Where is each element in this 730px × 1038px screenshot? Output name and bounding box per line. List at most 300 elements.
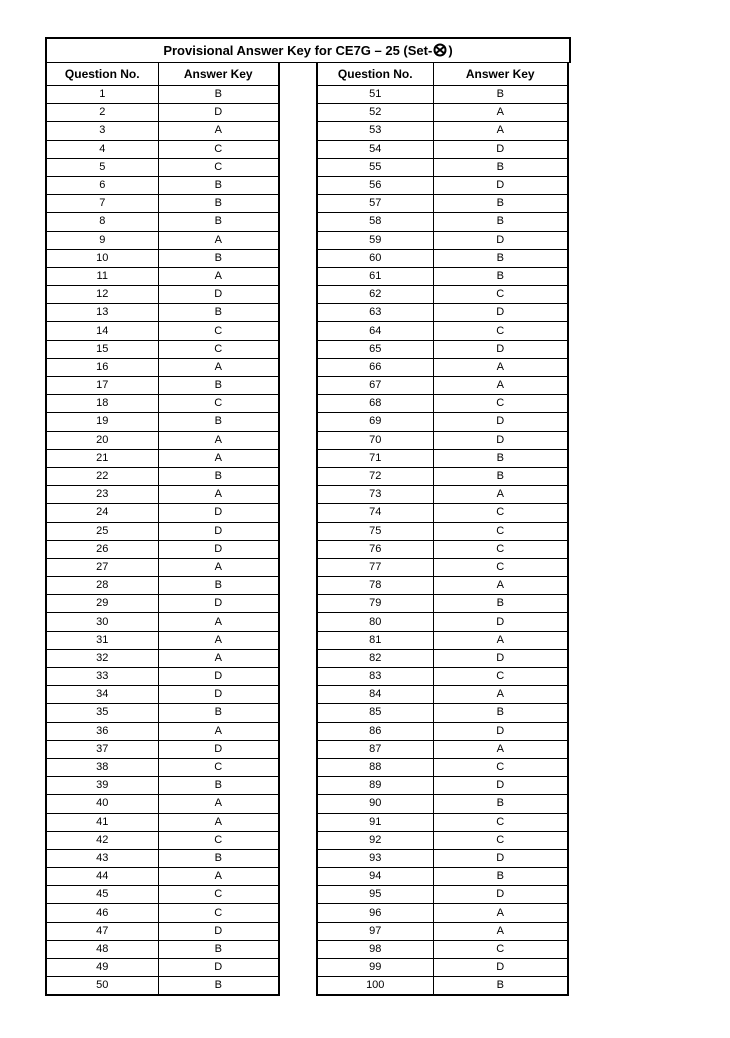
question-number-cell: 8 [46,213,158,231]
question-number-cell: 20 [46,431,158,449]
question-number-cell: 84 [317,686,433,704]
table-row [46,849,279,867]
question-number-cell: 72 [317,467,433,485]
answer-cell: A [433,577,568,595]
question-number-cell: 33 [46,668,158,686]
answer-cell: A [158,358,279,376]
question-number-cell: 100 [317,977,433,996]
question-number-cell: 48 [46,940,158,958]
answer-cell: B [433,977,568,996]
question-number-cell: 15 [46,340,158,358]
answer-cell: C [158,831,279,849]
question-number-cell: 35 [46,704,158,722]
question-number-cell: 76 [317,540,433,558]
question-number-cell: 43 [46,849,158,867]
answer-cell: A [433,486,568,504]
question-number-cell: 60 [317,249,433,267]
table-row [317,904,568,922]
table-row [46,504,279,522]
table-row [46,649,279,667]
table-row [317,740,568,758]
answer-cell: A [158,795,279,813]
answer-table-right [316,62,569,996]
table-row [317,486,568,504]
table-row [46,940,279,958]
answer-cell: D [158,286,279,304]
table-row [317,577,568,595]
table-row [317,395,568,413]
answer-cell: B [158,467,279,485]
question-number-cell: 93 [317,849,433,867]
table-row [46,176,279,194]
table-row [317,704,568,722]
answer-cell: D [433,613,568,631]
question-number-cell: 59 [317,231,433,249]
table-row [46,868,279,886]
question-number-cell: 45 [46,886,158,904]
answer-cell: C [158,158,279,176]
question-number-cell: 77 [317,558,433,576]
question-number-cell: 16 [46,358,158,376]
answer-cell: A [158,649,279,667]
question-number-cell: 6 [46,176,158,194]
table-row [46,740,279,758]
question-number-cell: 37 [46,740,158,758]
question-number-cell: 30 [46,613,158,631]
question-number-cell: 67 [317,377,433,395]
answer-cell: C [433,668,568,686]
table-row [317,813,568,831]
question-number-cell: 23 [46,486,158,504]
question-number-cell: 3 [46,122,158,140]
question-number-cell: 98 [317,940,433,958]
answer-cell: D [158,686,279,704]
question-number-cell: 75 [317,522,433,540]
answer-cell: D [158,959,279,977]
header-answer-key: Answer Key [158,63,279,86]
answer-cell: B [158,577,279,595]
question-number-cell: 65 [317,340,433,358]
table-row [317,158,568,176]
question-number-cell: 63 [317,304,433,322]
table-row [317,340,568,358]
question-number-cell: 10 [46,249,158,267]
answer-cell: C [158,395,279,413]
answer-cell: C [158,886,279,904]
answer-cell: B [433,704,568,722]
table-row [317,358,568,376]
table-row [317,286,568,304]
question-number-cell: 29 [46,595,158,613]
question-number-cell: 39 [46,777,158,795]
question-number-cell: 52 [317,104,433,122]
answer-key-sheet [45,37,569,992]
table-row [46,558,279,576]
answer-cell: B [158,195,279,213]
question-number-cell: 26 [46,540,158,558]
answer-cell: C [433,286,568,304]
table-row [317,849,568,867]
set-symbol-icon [432,41,448,64]
table-row [46,431,279,449]
answer-cell: A [433,104,568,122]
answer-cell: D [158,668,279,686]
table-row [317,868,568,886]
table-row [317,122,568,140]
answer-cell: A [433,904,568,922]
answer-cell: C [433,395,568,413]
question-number-cell: 83 [317,668,433,686]
answer-cell: A [158,722,279,740]
table-row [317,649,568,667]
table-row [317,977,568,996]
answer-cell: B [158,86,279,104]
table-row [46,322,279,340]
question-number-cell: 9 [46,231,158,249]
question-number-cell: 97 [317,922,433,940]
table-row [317,249,568,267]
table-row [317,831,568,849]
answer-cell: A [158,449,279,467]
answer-cell: C [158,140,279,158]
answer-cell: C [158,340,279,358]
table-row [46,340,279,358]
answer-cell: B [433,467,568,485]
table-row [317,195,568,213]
question-number-cell: 1 [46,86,158,104]
answer-cell: A [433,377,568,395]
table-row [46,467,279,485]
question-number-cell: 88 [317,758,433,776]
table-row [46,486,279,504]
table-row [46,595,279,613]
answer-cell: B [433,158,568,176]
question-number-cell: 49 [46,959,158,977]
table-row [317,304,568,322]
header-question-no: Question No. [317,63,433,86]
answer-cell: C [433,831,568,849]
title-prefix: Provisional Answer Key for CE7G – 25 (Set- [163,43,433,58]
answer-cell: D [433,340,568,358]
table-row [46,831,279,849]
question-number-cell: 12 [46,286,158,304]
question-number-cell: 41 [46,813,158,831]
question-number-cell: 21 [46,449,158,467]
answer-cell: A [158,486,279,504]
header-question-no: Question No. [46,63,158,86]
question-number-cell: 69 [317,413,433,431]
answer-cell: B [158,413,279,431]
answer-cell: D [158,595,279,613]
table-row [46,613,279,631]
table-row [317,886,568,904]
table-row [46,195,279,213]
answer-cell: D [433,176,568,194]
table-row [46,922,279,940]
page-title [45,37,571,63]
answer-cell: B [158,377,279,395]
question-number-cell: 54 [317,140,433,158]
question-number-cell: 24 [46,504,158,522]
table-row [46,577,279,595]
table-row [46,267,279,285]
table-row [317,959,568,977]
header-row [317,63,568,86]
table-row [317,522,568,540]
answer-cell: B [433,795,568,813]
answer-cell: B [158,249,279,267]
answer-cell: D [433,413,568,431]
question-number-cell: 38 [46,758,158,776]
question-number-cell: 13 [46,304,158,322]
table-row [317,504,568,522]
question-number-cell: 58 [317,213,433,231]
answer-cell: D [433,849,568,867]
answer-cell: C [433,504,568,522]
table-row [46,540,279,558]
table-row [317,377,568,395]
answer-cell: C [433,558,568,576]
answer-cell: A [158,613,279,631]
answer-cell: B [433,249,568,267]
question-number-cell: 14 [46,322,158,340]
answer-cell: C [158,758,279,776]
question-number-cell: 79 [317,595,433,613]
question-number-cell: 31 [46,631,158,649]
answer-cell: B [158,849,279,867]
table-row [317,668,568,686]
question-number-cell: 96 [317,904,433,922]
table-row [46,449,279,467]
table-row [317,140,568,158]
table-row [317,686,568,704]
question-number-cell: 57 [317,195,433,213]
question-number-cell: 46 [46,904,158,922]
question-number-cell: 28 [46,577,158,595]
answer-cell: C [158,904,279,922]
answer-cell: D [433,777,568,795]
table-row [46,213,279,231]
answer-cell: C [433,758,568,776]
answer-cell: D [433,140,568,158]
answer-table-left [45,62,280,996]
question-number-cell: 56 [317,176,433,194]
question-number-cell: 5 [46,158,158,176]
question-number-cell: 47 [46,922,158,940]
answer-cell: C [433,322,568,340]
answer-cell: C [158,322,279,340]
question-number-cell: 99 [317,959,433,977]
table-row [46,304,279,322]
question-number-cell: 51 [317,86,433,104]
table-row [317,104,568,122]
question-number-cell: 25 [46,522,158,540]
answer-cell: A [158,231,279,249]
table-row [46,86,279,104]
table-row [317,213,568,231]
answer-cell: D [433,431,568,449]
answer-cell: D [433,231,568,249]
question-number-cell: 74 [317,504,433,522]
table-row [46,413,279,431]
answer-cell: B [433,213,568,231]
question-number-cell: 32 [46,649,158,667]
answer-cell: C [433,540,568,558]
question-number-cell: 44 [46,868,158,886]
table-row [46,959,279,977]
question-number-cell: 64 [317,322,433,340]
question-number-cell: 91 [317,813,433,831]
table-row [46,231,279,249]
answer-cell: A [158,631,279,649]
question-number-cell: 90 [317,795,433,813]
question-number-cell: 50 [46,977,158,996]
table-row [317,795,568,813]
table-row [317,777,568,795]
table-row [46,777,279,795]
table-row [46,977,279,996]
answer-cell: D [433,304,568,322]
title-suffix: ) [448,43,453,58]
question-number-cell: 73 [317,486,433,504]
answer-cell: D [158,740,279,758]
answer-cell: D [433,722,568,740]
table-row [317,86,568,104]
table-row [46,722,279,740]
table-row [317,231,568,249]
question-number-cell: 34 [46,686,158,704]
table-row [46,104,279,122]
answer-cell: B [158,940,279,958]
table-row [46,631,279,649]
answer-cell: A [433,631,568,649]
answer-cell: A [158,868,279,886]
answer-cell: A [433,740,568,758]
table-row [317,558,568,576]
answer-cell: A [158,267,279,285]
answer-cell: D [433,649,568,667]
question-number-cell: 82 [317,649,433,667]
question-number-cell: 17 [46,377,158,395]
table-row [46,395,279,413]
answer-cell: B [433,595,568,613]
answer-cell: B [158,176,279,194]
table-row [46,140,279,158]
table-row [317,758,568,776]
table-row [46,758,279,776]
table-row [317,613,568,631]
question-number-cell: 66 [317,358,433,376]
table-row [46,377,279,395]
table-row [46,904,279,922]
answer-cell: B [158,777,279,795]
answer-cell: C [433,522,568,540]
question-number-cell: 80 [317,613,433,631]
table-row [317,595,568,613]
question-number-cell: 68 [317,395,433,413]
table-row [46,686,279,704]
table-row [317,940,568,958]
answer-cell: D [158,522,279,540]
table-row [46,813,279,831]
table-row [46,704,279,722]
answer-cell: A [433,922,568,940]
question-number-cell: 11 [46,267,158,285]
answer-cell: D [158,104,279,122]
answer-cell: B [433,267,568,285]
question-number-cell: 36 [46,722,158,740]
answer-cell: C [433,813,568,831]
table-row [317,631,568,649]
question-number-cell: 27 [46,558,158,576]
answer-cell: A [433,122,568,140]
header-answer-key: Answer Key [433,63,568,86]
question-number-cell: 78 [317,577,433,595]
table-row [317,267,568,285]
question-number-cell: 2 [46,104,158,122]
table-row [317,722,568,740]
table-row [46,522,279,540]
question-number-cell: 92 [317,831,433,849]
table-row [317,922,568,940]
table-row [46,286,279,304]
answer-cell: B [158,977,279,996]
question-number-cell: 94 [317,868,433,886]
table-row [317,413,568,431]
answer-cell: C [433,940,568,958]
question-number-cell: 55 [317,158,433,176]
table-row [317,176,568,194]
table-row [46,795,279,813]
question-number-cell: 62 [317,286,433,304]
table-row [46,886,279,904]
answer-cell: A [158,813,279,831]
answer-cell: B [158,304,279,322]
table-row [317,540,568,558]
question-number-cell: 95 [317,886,433,904]
answer-cell: D [158,922,279,940]
answer-cell: A [158,122,279,140]
answer-cell: A [158,431,279,449]
question-number-cell: 19 [46,413,158,431]
answer-cell: B [158,213,279,231]
table-row [46,249,279,267]
answer-cell: B [433,868,568,886]
table-row [46,122,279,140]
question-number-cell: 71 [317,449,433,467]
answer-cell: B [433,449,568,467]
answer-cell: B [158,704,279,722]
answer-cell: B [433,195,568,213]
question-number-cell: 81 [317,631,433,649]
question-number-cell: 87 [317,740,433,758]
answer-cell: D [158,504,279,522]
table-row [46,358,279,376]
table-row [317,467,568,485]
question-number-cell: 40 [46,795,158,813]
question-number-cell: 42 [46,831,158,849]
answer-cell: D [433,886,568,904]
table-row [317,431,568,449]
answer-cell: B [433,86,568,104]
answer-cell: A [158,558,279,576]
table-row [317,449,568,467]
table-row [46,158,279,176]
header-row [46,63,279,86]
answer-cell: D [158,540,279,558]
question-number-cell: 89 [317,777,433,795]
table-row [317,322,568,340]
